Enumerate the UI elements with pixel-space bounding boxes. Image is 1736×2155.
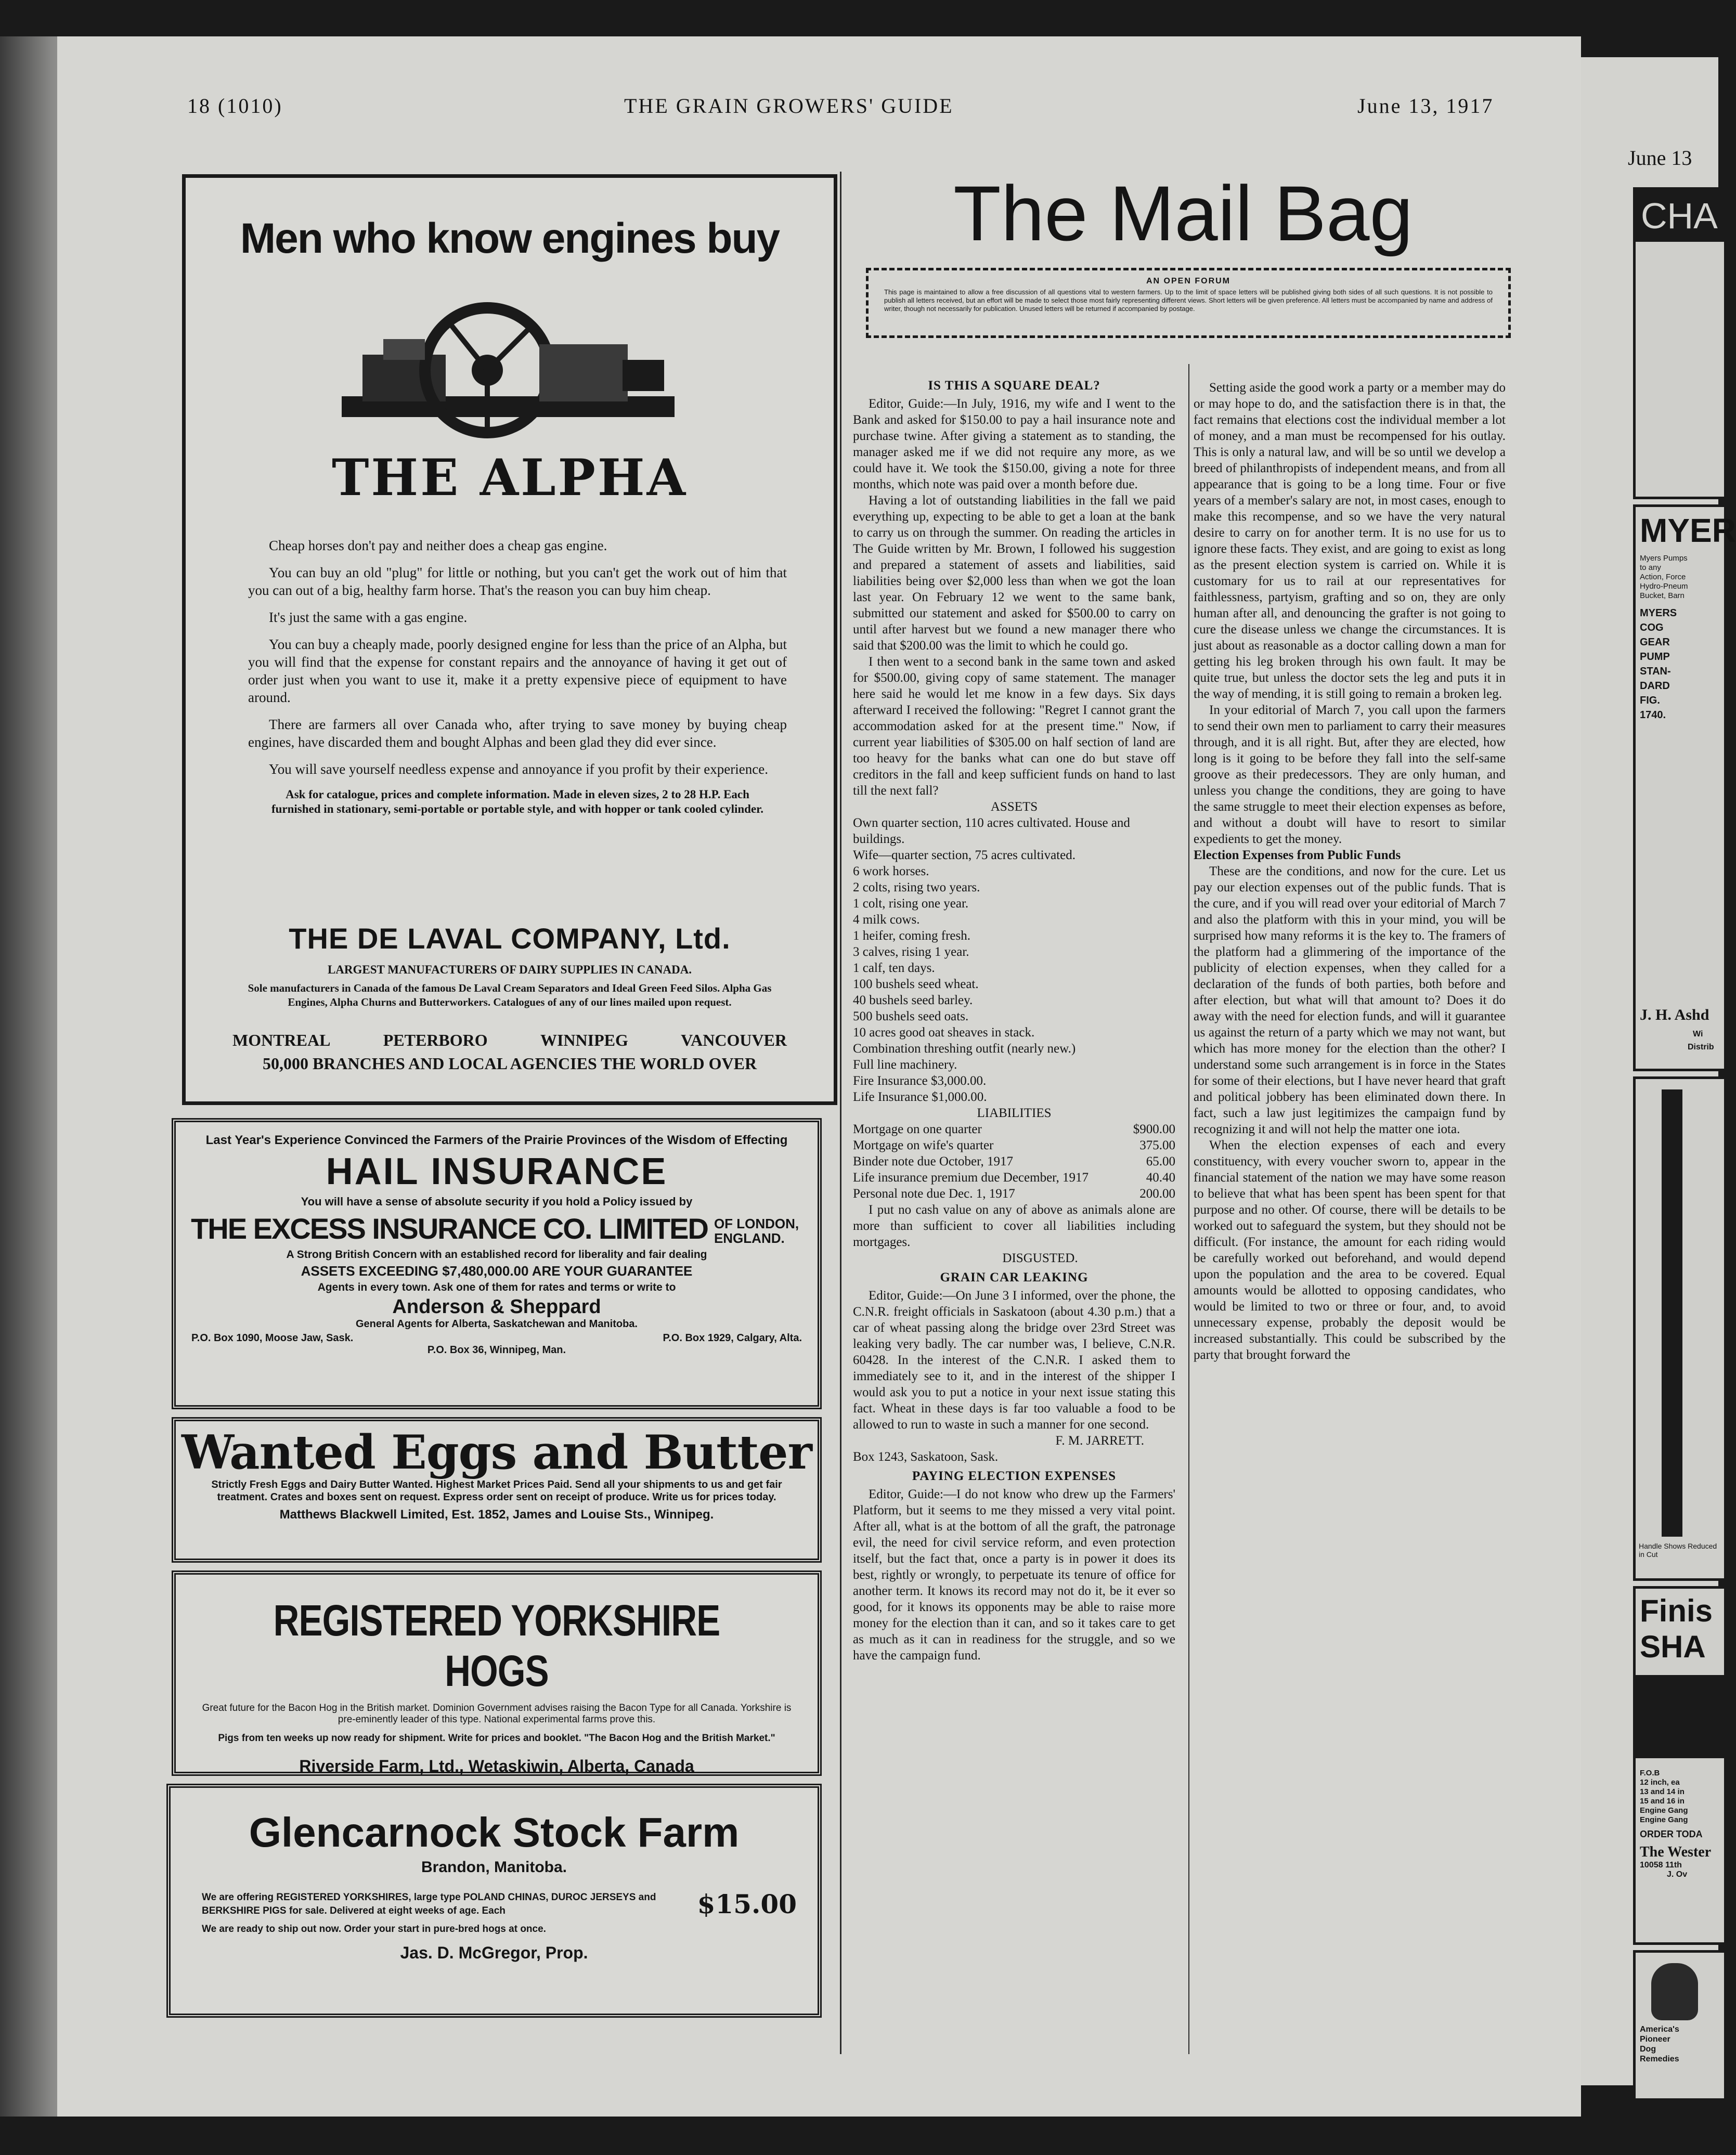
letter-signature: F. M. JARRETT. <box>1055 1434 1144 1448</box>
glencarnock-offer <box>202 1889 797 1919</box>
hail-title: HAIL INSURANCE <box>326 1151 668 1192</box>
city: WINNIPEG <box>540 1031 628 1049</box>
open-forum-box <box>866 268 1511 338</box>
alpha-para: You will save yourself needless expense and annoyance if you profit by their experience. <box>269 761 768 777</box>
liability-row <box>853 1121 1175 1137</box>
letter-heading: GRAIN CAR LEAKING <box>940 1270 1089 1284</box>
asset-item: Wife—quarter section, 75 acres cultivated. <box>853 848 1076 862</box>
adjacent-ad-4 <box>1633 1586 1727 1945</box>
fence-tool-illustration <box>1662 1089 1682 1537</box>
liability-row <box>853 1170 1175 1186</box>
hail-addr: P.O. Box 36, Winnipeg, Man. <box>427 1344 566 1356</box>
hail-insurance-ad <box>172 1118 822 1409</box>
adjacent-ad-4-title2: SHA <box>1640 1629 1706 1664</box>
hail-addr: P.O. Box 1929, Calgary, Alta. <box>663 1332 802 1344</box>
column-rule <box>1188 364 1189 2054</box>
assets-heading: ASSETS <box>990 800 1038 814</box>
adjacent-ad-2-lines <box>1636 554 1724 601</box>
adjacent-ad-1 <box>1633 187 1727 499</box>
liability-item: Life insurance premium due December, 1917 <box>853 1171 1089 1185</box>
hogs-title: REGISTERED YORKSHIRE HOGS <box>273 1596 720 1695</box>
liability-item: Mortgage on wife's quarter <box>853 1138 994 1152</box>
adjacent-line: Hydro-Pneum <box>1640 582 1688 591</box>
adjacent-line: Action, Force <box>1640 573 1686 581</box>
alpha-para: There are farmers all over Canada who, after trying to save money by buying cheap engines, have discarded them and bought Alphas and been glad they did ever since. <box>248 717 787 750</box>
page-header <box>130 94 1513 125</box>
alpha-para: You can buy an old "plug" for little or nothing, but you can't get the work out of him that you can out of a big, healthy farm horse. That's the reason you can buy him cheap. <box>248 565 787 598</box>
yorkshire-hogs-ad <box>172 1570 822 1776</box>
publication-title: THE GRAIN GROWERS' GUIDE <box>624 94 954 118</box>
hail-agents-sub: General Agents for Alberta, Saskatchewan and Manitoba. <box>356 1318 638 1330</box>
delaval-cities <box>232 1031 787 1050</box>
liability-row <box>853 1137 1175 1153</box>
hogs-body: Great future for the Bacon Hog in the British market. Dominion Government advises raising the Bacon Type for all Canada. Yorkshire is pre-eminently leader of this type. National experimental farms prove this. <box>202 1703 792 1725</box>
adjacent-ad-4-sig: J. Ov <box>1667 1870 1688 1879</box>
adjacent-item: PUMP <box>1640 651 1670 663</box>
adjacent-ad-2-items <box>1636 606 1724 722</box>
adjacent-ad-2-title: MYER <box>1640 512 1736 549</box>
forum-title: AN OPEN FORUM <box>1146 277 1230 285</box>
adjacent-item: MYERS <box>1640 607 1677 619</box>
glencarnock-ad <box>166 1784 822 2018</box>
adjacent-line: to any <box>1640 563 1661 572</box>
letter-heading: IS THIS A SQUARE DEAL? <box>928 379 1100 393</box>
hail-assets: ASSETS EXCEEDING $7,480,000.00 ARE YOUR GUARANTEE <box>301 1263 693 1279</box>
alpha-product-name: THE ALPHA <box>331 448 688 507</box>
city: PETERBORO <box>383 1031 488 1049</box>
plow-share-illustration <box>1636 1675 1724 1758</box>
asset-item: Own quarter section, 110 acres cultivated. House and buildings. <box>853 816 1130 846</box>
eggs-butter-ad <box>172 1417 822 1563</box>
adjacent-item: FIG. <box>1640 695 1660 706</box>
liability-item: Binder note due October, 1917 <box>853 1154 1013 1169</box>
asset-item: 1 calf, ten days. <box>853 961 935 975</box>
liability-amount: 375.00 <box>1139 1138 1175 1152</box>
adjacent-line: 13 and 14 in <box>1640 1787 1685 1796</box>
hail-addresses <box>191 1332 802 1344</box>
glencarnock-proprietor: Jas. D. McGregor, Prop. <box>400 1943 588 1962</box>
adjacent-ad-4-lines <box>1636 1769 1724 1825</box>
mailbag-column-1 <box>853 374 1175 2059</box>
letter-paragraph: Having a lot of outstanding liabilities in the fall we paid everything up, expecting to be able to get a loan at the bank to carry us on through the summer. On reading the articles in The Guide written by Mr. Brown, I followed his suggestion and prepared a statement of assets and liabilities, said liabilities being over $2,000 less than when we got the loan last year. On February 12 we went to the same bank, submitted our statement and asked for $500.00 to carry on until after harvest but we found a new manager there who said that $200.00 was the limit to which he could go. <box>853 494 1175 653</box>
adjacent-ad-5-text: America's Pioneer Dog Remedies <box>1640 2025 1679 2063</box>
hail-line1: You will have a sense of absolute security if you hold a Policy issued by <box>301 1195 693 1208</box>
eggs-body: Strictly Fresh Eggs and Dairy Butter Wanted. Highest Market Prices Paid. Send all your shipments to us and get fair treatment. Crates and boxes sent on request. Express order sent on receipt of produce. Write us for prices today. <box>211 1479 782 1503</box>
asset-item: 4 milk cows. <box>853 913 920 927</box>
adjacent-page-date: June 13 <box>1628 146 1692 170</box>
adjacent-item: GEAR <box>1640 637 1670 648</box>
page-number: 18 (1010) <box>187 94 283 118</box>
adjacent-ad-3 <box>1633 1076 1727 1581</box>
adjacent-ad-2-agent-sub: Wi <box>1693 1030 1703 1038</box>
adjacent-ad-3-caption: Handle Shows Reduced in Cut <box>1639 1542 1717 1559</box>
glencarnock-price: $15.00 <box>697 1889 797 1919</box>
hail-company: THE EXCESS INSURANCE CO. LIMITED <box>191 1212 708 1245</box>
glencarnock-location: Brandon, Manitoba. <box>421 1859 567 1876</box>
liability-amount: 65.00 <box>1146 1154 1175 1169</box>
adjacent-line: Bucket, Barn <box>1640 591 1685 600</box>
adjacent-ad-4-company: The Wester <box>1640 1844 1712 1860</box>
asset-item: 500 bushels seed oats. <box>853 1009 969 1023</box>
liability-item: Personal note due Dec. 1, 1917 <box>853 1187 1015 1201</box>
alpha-engine-ad <box>182 174 837 1105</box>
asset-item: Life Insurance $1,000.00. <box>853 1090 987 1104</box>
hail-intro: Last Year's Experience Convinced the Farmers of the Prairie Provinces of the Wisdom of Effecting <box>205 1133 788 1147</box>
adjacent-ad-2-agent: J. H. Ashd <box>1640 1006 1709 1023</box>
letter-address: Box 1243, Saskatoon, Sask. <box>853 1450 999 1464</box>
city: MONTREAL <box>232 1031 331 1049</box>
delaval-sub2: Sole manufacturers in Canada of the famous De Laval Cream Separators and Ideal Green Feed Silos. Alpha Gas Engines, Alpha Churns and Butterworkers. Catalogues of any of our lines mailed upon request. <box>248 982 772 1008</box>
adjacent-ad-2-agent-sub2: Distrib <box>1688 1043 1714 1051</box>
alpha-para: Cheap horses don't pay and neither does a cheap gas engine. <box>269 538 607 553</box>
dog-head-illustration <box>1651 1963 1698 2020</box>
alpha-para: It's just the same with a gas engine. <box>269 609 468 625</box>
liabilities-list <box>853 1121 1175 1202</box>
delaval-company: THE DE LAVAL COMPANY, Ltd. <box>289 922 731 955</box>
letter-paragraph: I put no cash value on any of above as animals alone are more than sufficient to cover all liabilities including mortgages. <box>853 1203 1175 1249</box>
forum-text: This page is maintained to allow a free discussion of all questions vital to western farmers. Up to the limit of space letters will be published giving both sides of all such questions. It is not possible to publish all letters received, but an effort will be made to select those most fairly representing different views. Short letters will be given preference. All letters must be accompanied by name and address of writer, though not necessarily for publication. Unused letters will be returned if accompanied by postage. <box>884 288 1493 313</box>
issue-date: June 13, 1917 <box>1357 94 1494 118</box>
letter-paragraph: Editor, Guide:—In July, 1916, my wife and I went to the Bank and asked for $150.00 to pay a hail insurance note and purchase twine. After giving a statement as to standing, the manager asked me if we did not require any more, as we could have it. We took the $150.00, giving a note for three months, which note was paid over a month before due. <box>853 397 1175 491</box>
liability-row <box>853 1186 1175 1202</box>
letter-signature: DISGUSTED. <box>1002 1251 1078 1265</box>
liability-row <box>853 1153 1175 1170</box>
asset-item: 40 bushels seed barley. <box>853 993 973 1007</box>
letter-paragraph: Setting aside the good work a party or a member may do or may hope to do, and the satisfaction there is in that, the fact remains that elections cost the individual member a lot of money, and a man must be recompensed for his outlay. This is only a natural law, and will be so until we develop a breed of philanthropists of independent means, and from all appearance that is going to be a long time. Four or five years of a member's salary are not, in most cases, enough to make this recompense, and so we have the very natural desire to carry on for another term. It is no use for us to ignore these facts. They exist, and are going to exist as long as the present election system is carried on. While it is customary for us to rail at our representatives for faithlessness, partyism, grafting and so on, they are only human after all, and denouncing the grafter is not going to cure the disease unless we change the circumstances. It is just about as reasonable as a doctor calling down a man for getting his leg broken through his own fault. It may be quite true, but unless the doctor sets the leg and puts it in the way of mending, it is still going to remain a broken leg. <box>1194 381 1506 701</box>
alpha-headline: Men who know engines buy <box>240 215 780 262</box>
eggs-company: Matthews Blackwell Limited, Est. 1852, James and Louise Sts., Winnipeg. <box>279 1508 714 1522</box>
adjacent-item: 1740. <box>1640 709 1666 721</box>
letter-heading: PAYING ELECTION EXPENSES <box>912 1469 1117 1483</box>
adjacent-ad-5 <box>1633 1950 1727 2101</box>
asset-item: 100 bushels seed wheat. <box>853 977 979 991</box>
asset-item: 1 colt, rising one year. <box>853 897 969 911</box>
adjacent-line: F.O.B <box>1640 1769 1660 1777</box>
adjacent-ad-4-order: ORDER TODA <box>1640 1829 1703 1839</box>
adjacent-line: 12 inch, ea <box>1640 1778 1680 1787</box>
hail-addr: P.O. Box 1090, Moose Jaw, Sask. <box>191 1332 354 1344</box>
letter-subheading: Election Expenses from Public Funds <box>1194 848 1401 862</box>
adjacent-line: Myers Pumps <box>1640 554 1688 563</box>
adjacent-line: 15 and 16 in <box>1640 1797 1685 1806</box>
hogs-body2 <box>197 1733 797 1744</box>
liabilities-heading: LIABILITIES <box>977 1106 1052 1120</box>
adjacent-line: Engine Gang <box>1640 1806 1688 1815</box>
adjacent-ad-1-title: CHA <box>1636 190 1724 242</box>
letter-paragraph: Editor, Guide:—On June 3 I informed, over the phone, the C.N.R. freight officials in Saskatoon (about 4.30 p.m.) that a car of wheat passing along the bridge over 23rd Street was leaking very badly. The car number was, I believe, C.N.R. 60428. In the interest of the C.N.R. I asked them to immediately see to it, and in the interest of the shipper I would ask you to put a notice in your next issue stating this fact. Wheat in these days is far too valuable a food to be allowed to run to waste in such a manner for one second. <box>853 1289 1175 1432</box>
gas-engine-illustration <box>331 287 695 443</box>
hail-line3: Agents in every town. Ask one of them for rates and terms or write to <box>317 1281 676 1293</box>
letter-paragraph: Editor, Guide:—I do not know who drew up the Farmers' Platform, but it seems to me they missed a very vital point. After all, what is at the bottom of all the graft, the patronage evil, the need for civil service reform, and even protection itself, but the fact that, once a party is in power it does its best, rightly or wrongly, to perpetuate its tenure of office for another term. It knows its record may not do it, be it ever so good, for it knows its opponents may be able to raise more money for the election than it can, and so it takes care to get as much as it can in readiness for the struggle, and so we have the campaign fund. <box>853 1487 1175 1663</box>
hail-agents: Anderson & Sheppard <box>392 1296 601 1318</box>
adjacent-item: STAN- <box>1640 666 1671 677</box>
hogs-body2-text: Pigs from ten weeks up now ready for shipment. Write for prices and booklet. "The Bacon Hog and the British Market." <box>218 1733 775 1744</box>
column-rule <box>840 172 841 2054</box>
delaval-branches: 50,000 BRANCHES AND LOCAL AGENCIES THE WORLD OVER <box>262 1054 757 1073</box>
delaval-sub1: LARGEST MANUFACTURERS OF DAIRY SUPPLIES IN CANADA. <box>327 963 692 976</box>
liability-item: Mortgage on one quarter <box>853 1122 982 1136</box>
asset-item: Combination threshing outfit (nearly new.) <box>853 1042 1076 1056</box>
asset-item: 1 heifer, coming fresh. <box>853 929 971 943</box>
hail-line2: A Strong British Concern with an established record for liberality and fair dealing <box>286 1249 707 1261</box>
alpha-catalogue-note: Ask for catalogue, prices and complete information. Made in eleven sizes, 2 to 28 H.P. Each furnished in stationary, semi-portable or portable style, and with hopper or tank cooled cylinder. <box>271 788 764 815</box>
alpha-para: You can buy a cheaply made, poorly designed engine for less than the price of an Alpha, but you will find that the expense for constant repairs and the annoyance of having it get out of order just when you want to use it, make it a pretty expensive piece of equipment to have around. <box>248 637 787 705</box>
adjacent-ad-4-addr: 10058 11th <box>1640 1861 1682 1870</box>
hail-company-loc: OF LONDON, ENGLAND. <box>714 1216 799 1246</box>
letter-paragraph: In your editorial of March 7, you call upon the farmers to send their own men to parliament to carry their measures through, and it is all right. But, after they are elected, how long is it going to be before they fall into the self-same groove as their predecessors. They are only human, and unless you change the conditions, they are going to have the same struggle to meet their election expenses as before, and without a doubt will have to resort to similar expedients to get the money. <box>1194 703 1506 846</box>
glencarnock-body2: We are ready to ship out now. Order your start in pure-bred hogs at once. <box>202 1924 546 1935</box>
liability-amount: 40.40 <box>1146 1171 1175 1185</box>
hail-company-row <box>176 1212 818 1245</box>
city: VANCOUVER <box>681 1031 787 1049</box>
asset-item: Fire Insurance $3,000.00. <box>853 1074 987 1088</box>
adjacent-item: COG <box>1640 622 1664 633</box>
asset-item: 2 colts, rising two years. <box>853 880 980 894</box>
asset-item: 10 acres good oat sheaves in stack. <box>853 1025 1035 1040</box>
asset-item: 6 work horses. <box>853 864 929 878</box>
alpha-body <box>248 537 787 826</box>
glencarnock-body: We are offering REGISTERED YORKSHIRES, large type POLAND CHINAS, DUROC JERSEYS and BERKSHIRE PIGS for sale. Delivered at eight weeks of age. Each <box>202 1891 656 1916</box>
adjacent-ad-4-title1: Finis <box>1640 1593 1713 1628</box>
letter-paragraph: When the election expenses of each and every constituency, with every voucher sworn to, appear in the financial statement of the nation we may have some reason to believe that what has been spent has been spent for that purpose and no other. Of course, there will be details to be worked out to safeguard the system, but they should not be difficult. (For instance, the amount for each riding would be carefully worked out beforehand, and would depend upon the population and the area to be covered. Equal amounts would be allotted to opposing candidates, who would be limited to two or three or four, and, to avoid unnecessary expense, probably the deposit would be increased substantially. This could be subscribed by the party that brought forward the <box>1194 1138 1506 1362</box>
adjacent-line: Engine Gang <box>1640 1815 1688 1824</box>
adjacent-item: DARD <box>1640 680 1670 692</box>
liability-amount: $900.00 <box>1133 1122 1175 1136</box>
letter-paragraph: These are the conditions, and now for the cure. Let us pay our election expenses out of the public funds. That is the cure, and if you will read over your editorial of March 7 and also the platform with this in your mind, you will be surprised how many reforms it is the key to. The framers of the platform had a glimmering of the importance of the publicity of election expenses, when they called for a declaration of the funds of both parties, both before and after election, but what will that amount to? Does it do away with the need for election funds, and will it guarantee us against the return of a party which we may not want, but which has more money for the election than the other? I understand some such arrangement is in force in the States for some of their elections, but I have never heard that graft and political jobbery has been eliminated down there. In fact, such a law just legitimizes the campaign fund by recognizing it and will not help the matter one iota. <box>1194 864 1506 1136</box>
eggs-title: Wanted Eggs and Butter <box>182 1425 812 1480</box>
asset-item: Full line machinery. <box>853 1058 957 1072</box>
letter-paragraph: I then went to a second bank in the same town and asked for $500.00, giving copy of same statement. The manager here said he would let me know in a few days. Six days afterward I received the following: "Regret I cannot grant the accommodation asked for at the present time." Now, if current year liabilities of $305.00 on half section of land are too heavy for the banks what can one do but stave off creditors in the fall and keep sufficient funds on hand to last till the next fall? <box>853 655 1175 798</box>
mailbag-title: The Mail Bag <box>953 170 1413 257</box>
adjacent-ad-2 <box>1633 504 1736 1071</box>
asset-item: 3 calves, rising 1 year. <box>853 945 969 959</box>
liability-amount: 200.00 <box>1139 1187 1175 1201</box>
glencarnock-title: Glencarnock Stock Farm <box>249 1809 740 1855</box>
adjacent-page <box>1581 57 1736 2085</box>
assets-list <box>853 815 1175 1105</box>
hogs-company: Riverside Farm, Ltd., Wetaskiwin, Alberta, Canada <box>299 1757 694 1775</box>
mailbag-column-2 <box>1194 380 1506 2059</box>
